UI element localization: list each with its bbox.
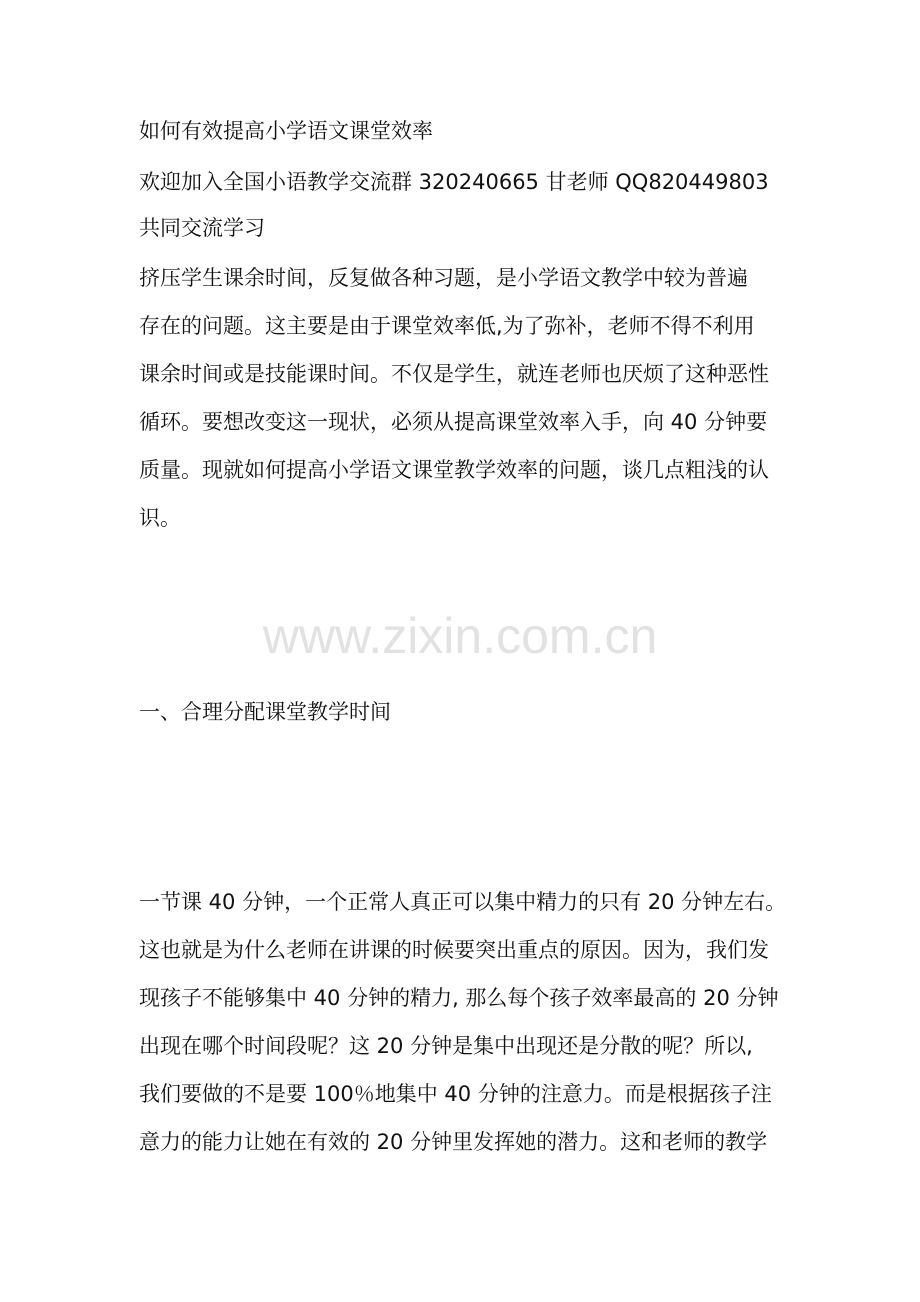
group-info-line: 欢迎加入全国小语教学交流群 320240665 甘老师 QQ820449803 [139,170,769,194]
paragraph-line: 出现在哪个时间段呢？这 20 分钟是集中出现还是分散的呢？所以, [139,1034,753,1058]
paragraph-line: 识。 [139,506,181,530]
paragraph-line: 循环。要想改变这一现状，必须从提高课堂效率入手，向 40 分钟要 [139,410,768,434]
watermark: www.zixin.com.cn [262,608,658,664]
paragraph-line: 存在的问题。这主要是由于课堂效率低,为了弥补，老师不得不利用 [139,314,755,338]
paragraph-line: 意力的能力让她在有效的 20 分钟里发挥她的潜力。这和老师的教学 [139,1130,768,1154]
paragraph-line: 课余时间或是技能课时间。不仅是学生，就连老师也厌烦了这种恶性 [139,362,769,386]
paragraph-line: 我们要做的不是要 100％地集中 40 分钟的注意力。而是根据孩子注 [139,1082,772,1106]
paragraph-line: 挤压学生课余时间，反复做各种习题，是小学语文教学中较为普遍 [139,266,748,290]
section-heading: 一、合理分配课堂教学时间 [139,700,391,724]
group-info-line-2: 共同交流学习 [139,216,265,240]
paragraph-line: 一节课 40 分钟，一个正常人真正可以集中精力的只有 20 分钟左右。 [139,890,787,914]
document-title: 如何有效提高小学语文课堂效率 [139,119,433,143]
paragraph-line: 现孩子不能够集中 40 分钟的精力, 那么每个孩子效率最高的 20 分钟 [139,986,779,1010]
paragraph-line: 这也就是为什么老师在讲课的时候要突出重点的原因。因为，我们发 [139,938,769,962]
paragraph-line: 质量。现就如何提高小学语文课堂教学效率的问题，谈几点粗浅的认 [139,458,769,482]
